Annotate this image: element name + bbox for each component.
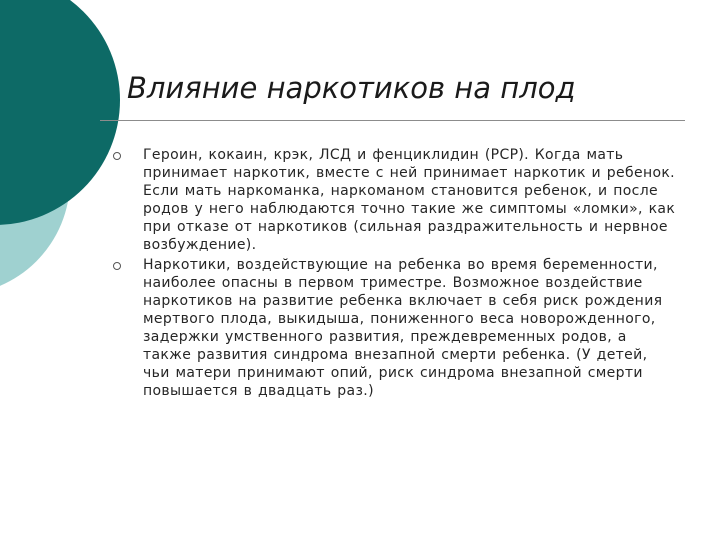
bullet-item bbox=[112, 256, 677, 400]
bullet-list bbox=[112, 146, 677, 400]
slide-title: Влияние наркотиков на плод bbox=[127, 71, 576, 105]
bullet-circle-icon bbox=[113, 262, 121, 270]
decorative-circles bbox=[0, 0, 120, 300]
bullet-item bbox=[112, 146, 677, 254]
bullet-text: Героин, кокаин, крэк, ЛСД и фенциклидин (РСР). Когда мать принимает наркотик, вместе с ней принимает наркотик и ребенок. Если мать наркоманка, наркоманом становится ребенок, и после родов у него наблюдаются точно такие же симптомы «ломки», как при отказе от наркотиков (сильная раздражительность и нервное возбуждение). bbox=[143, 147, 676, 253]
bullet-text: Наркотики, воздействующие на ребенка во время беременности, наиболее опасны в первом триместре. Возможное воздействие наркотиков на развитие ребенка включает в себя риск рождения мертвого плода, выкидыша, пониженного веса новорожденного, задержки умственного развития, преждевременных родов, а также развития синдрома внезапной смерти ребенка. (У детей, чьи матери принимают опий, риск синдрома внезапной смерти повышается в двадцать раз.) bbox=[143, 257, 663, 399]
bullet-circle-icon bbox=[113, 152, 121, 160]
dark-teal-circle bbox=[0, 0, 120, 225]
title-divider bbox=[100, 120, 685, 121]
